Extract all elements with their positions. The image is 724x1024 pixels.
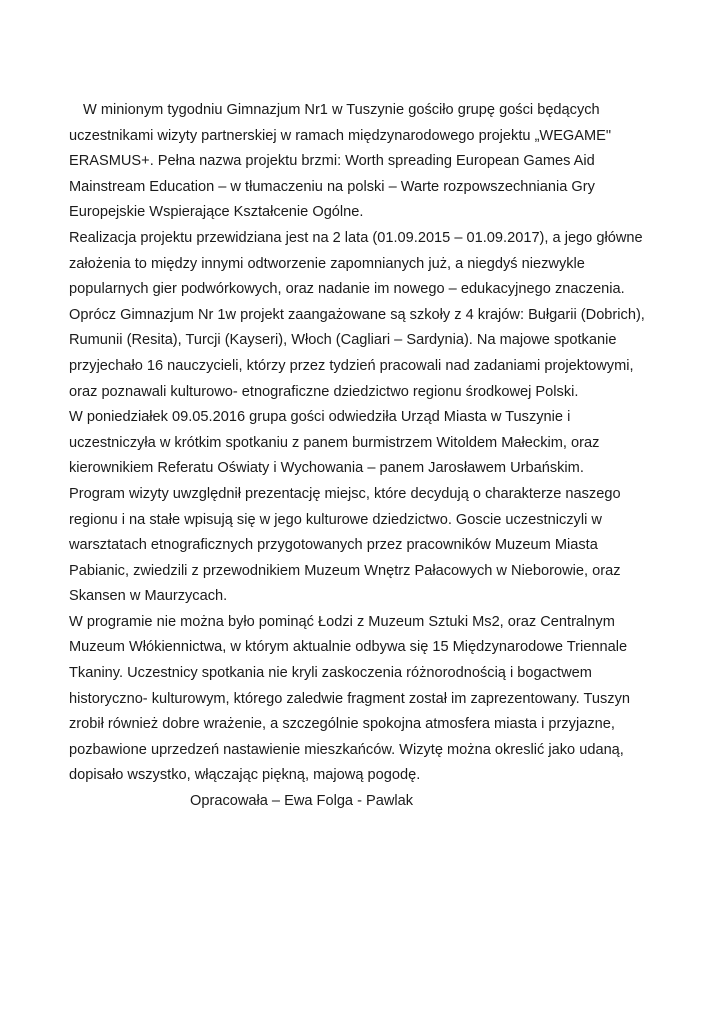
text-line: ERASMUS+. Pełna nazwa projektu brzmi: Worth spreading European Games Aid xyxy=(69,153,595,170)
text-line: Mainstream Education – w tłumaczeniu na polski – Warte rozpowszechniania Gry xyxy=(69,178,595,195)
text-line: kierownikiem Referatu Oświaty i Wychowania – panem Jarosławem Urbańskim. xyxy=(69,460,584,477)
text-line: uczestnikami wizyty partnerskiej w ramach międzynarodowego projektu „WEGAME" xyxy=(69,127,612,144)
text-line: założenia to między innymi odtworzenie zapomnianych już, a niegdyś niezwykle xyxy=(69,255,585,272)
text-line: Realizacja projektu przewidziana jest na 2 lata (01.09.2015 – 01.09.2017), a jego główne xyxy=(69,229,643,246)
text-line: oraz poznawali kulturowo- etnograficzne dziedzictwo regionu środkowej Polski. xyxy=(69,383,579,400)
author-signature: Opracowała – Ewa Folga - Pawlak xyxy=(190,793,414,810)
text-line: Skansen w Maurzycach. xyxy=(69,588,228,605)
text-line: Europejskie Wspierające Kształcenie Ogólne. xyxy=(69,204,364,221)
text-line: Muzeum Włókiennictwa, w którym aktualnie odbywa się 15 Międzynarodowe Triennale xyxy=(69,639,628,656)
text-line: Pabianic, zwiedzili z przewodnikiem Muzeum Wnętrz Pałacowych w Nieborowie, oraz xyxy=(69,562,621,579)
article-body xyxy=(69,98,669,815)
text-line: uczestniczyła w krótkim spotkaniu z panem burmistrzem Witoldem Małeckim, oraz xyxy=(69,434,600,451)
text-line: warsztatach etnograficznych przygotowanych przez pracowników Muzeum Miasta xyxy=(69,537,598,554)
text-line: W poniedziałek 09.05.2016 grupa gości odwiedziła Urząd Miasta w Tuszynie i xyxy=(69,409,571,426)
text-line: popularnych gier podwórkowych, oraz nadanie im nowego – edukacyjnego znaczenia. xyxy=(69,281,625,298)
text-line: historyczno- kulturowym, którego zaledwie fragment został im zaprezentowany. Tuszyn xyxy=(69,690,631,707)
text-line: Rumunii (Resita), Turcji (Kayseri), Włoch (Cagliari – Sardynia). Na majowe spotkanie xyxy=(69,332,617,349)
text-line: Program wizyty uwzględnił prezentację miejsc, które decydują o charakterze naszego xyxy=(69,485,621,502)
text-line: pozbawione uprzedzeń nastawienie mieszkańców. Wizytę można okreslić jako udaną, xyxy=(69,741,624,758)
text-line: W minionym tygodniu Gimnazjum Nr1 w Tuszynie gościło grupę gości będących xyxy=(83,102,600,118)
text-line: W programie nie można było pominąć Łodzi z Muzeum Sztuki Ms2, oraz Centralnym xyxy=(69,613,615,630)
text-line: Tkaniny. Uczestnicy spotkania nie kryli zaskoczenia różnorodnością i bogactwem xyxy=(69,665,592,682)
text-line: dopisało wszystko, włączając piękną, majową pogodę. xyxy=(69,767,421,784)
text-line: regionu i na stałe wpisują się w jego kulturowe dziedzictwo. Goscie uczestniczyli w xyxy=(69,511,602,528)
text-line: przyjechało 16 nauczycieli, którzy przez tydzień pracowali nad zadaniami projektowymi, xyxy=(69,357,634,374)
text-line: Oprócz Gimnazjum Nr 1w projekt zaangażowane są szkoły z 4 krajów: Bułgarii (Dobrich), xyxy=(69,306,645,323)
text-line: zrobił również dobre wrażenie, a szczególnie spokojna atmosfera miasta i przyjazne, xyxy=(69,716,615,733)
